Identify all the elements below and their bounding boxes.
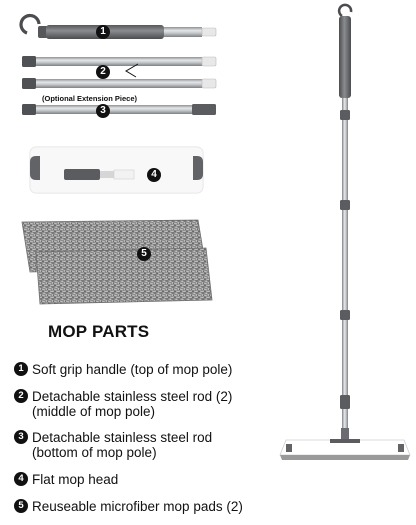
badge-4: 4 bbox=[147, 168, 161, 182]
legend-text: Detachable stainless steel rod (2) bbox=[32, 389, 233, 404]
mop-head-illustration bbox=[30, 147, 203, 193]
legend-subtext: (middle of mop pole) bbox=[32, 404, 156, 419]
legend-number: 1 bbox=[14, 362, 28, 376]
legend-number: 2 bbox=[14, 389, 28, 403]
legend-text: Flat mop head bbox=[32, 472, 119, 487]
badge-2: 2 bbox=[96, 65, 110, 79]
badge-3: 3 bbox=[96, 104, 110, 118]
middle-rods-illustration bbox=[22, 56, 216, 89]
bottom-rod-illustration bbox=[22, 104, 216, 115]
legend-text: Soft grip handle (top of mop pole) bbox=[32, 362, 233, 377]
assembled-mop-illustration bbox=[280, 5, 410, 460]
handle-part-illustration bbox=[21, 16, 216, 39]
badge-5: 5 bbox=[137, 247, 151, 261]
legend-text: Detachable stainless steel rod bbox=[32, 430, 213, 445]
legend-subtext: (bottom of mop pole) bbox=[32, 445, 157, 460]
badge-1: 1 bbox=[96, 25, 110, 39]
legend-text: Reuseable microfiber mop pads (2) bbox=[32, 499, 243, 514]
extension-note: (Optional Extension Piece) bbox=[42, 94, 138, 103]
legend-number: 4 bbox=[14, 472, 28, 486]
legend-number: 5 bbox=[14, 499, 28, 513]
legend-number: 3 bbox=[14, 430, 28, 444]
parts-title: MOP PARTS bbox=[48, 322, 150, 341]
mop-pads-illustration bbox=[22, 220, 212, 304]
